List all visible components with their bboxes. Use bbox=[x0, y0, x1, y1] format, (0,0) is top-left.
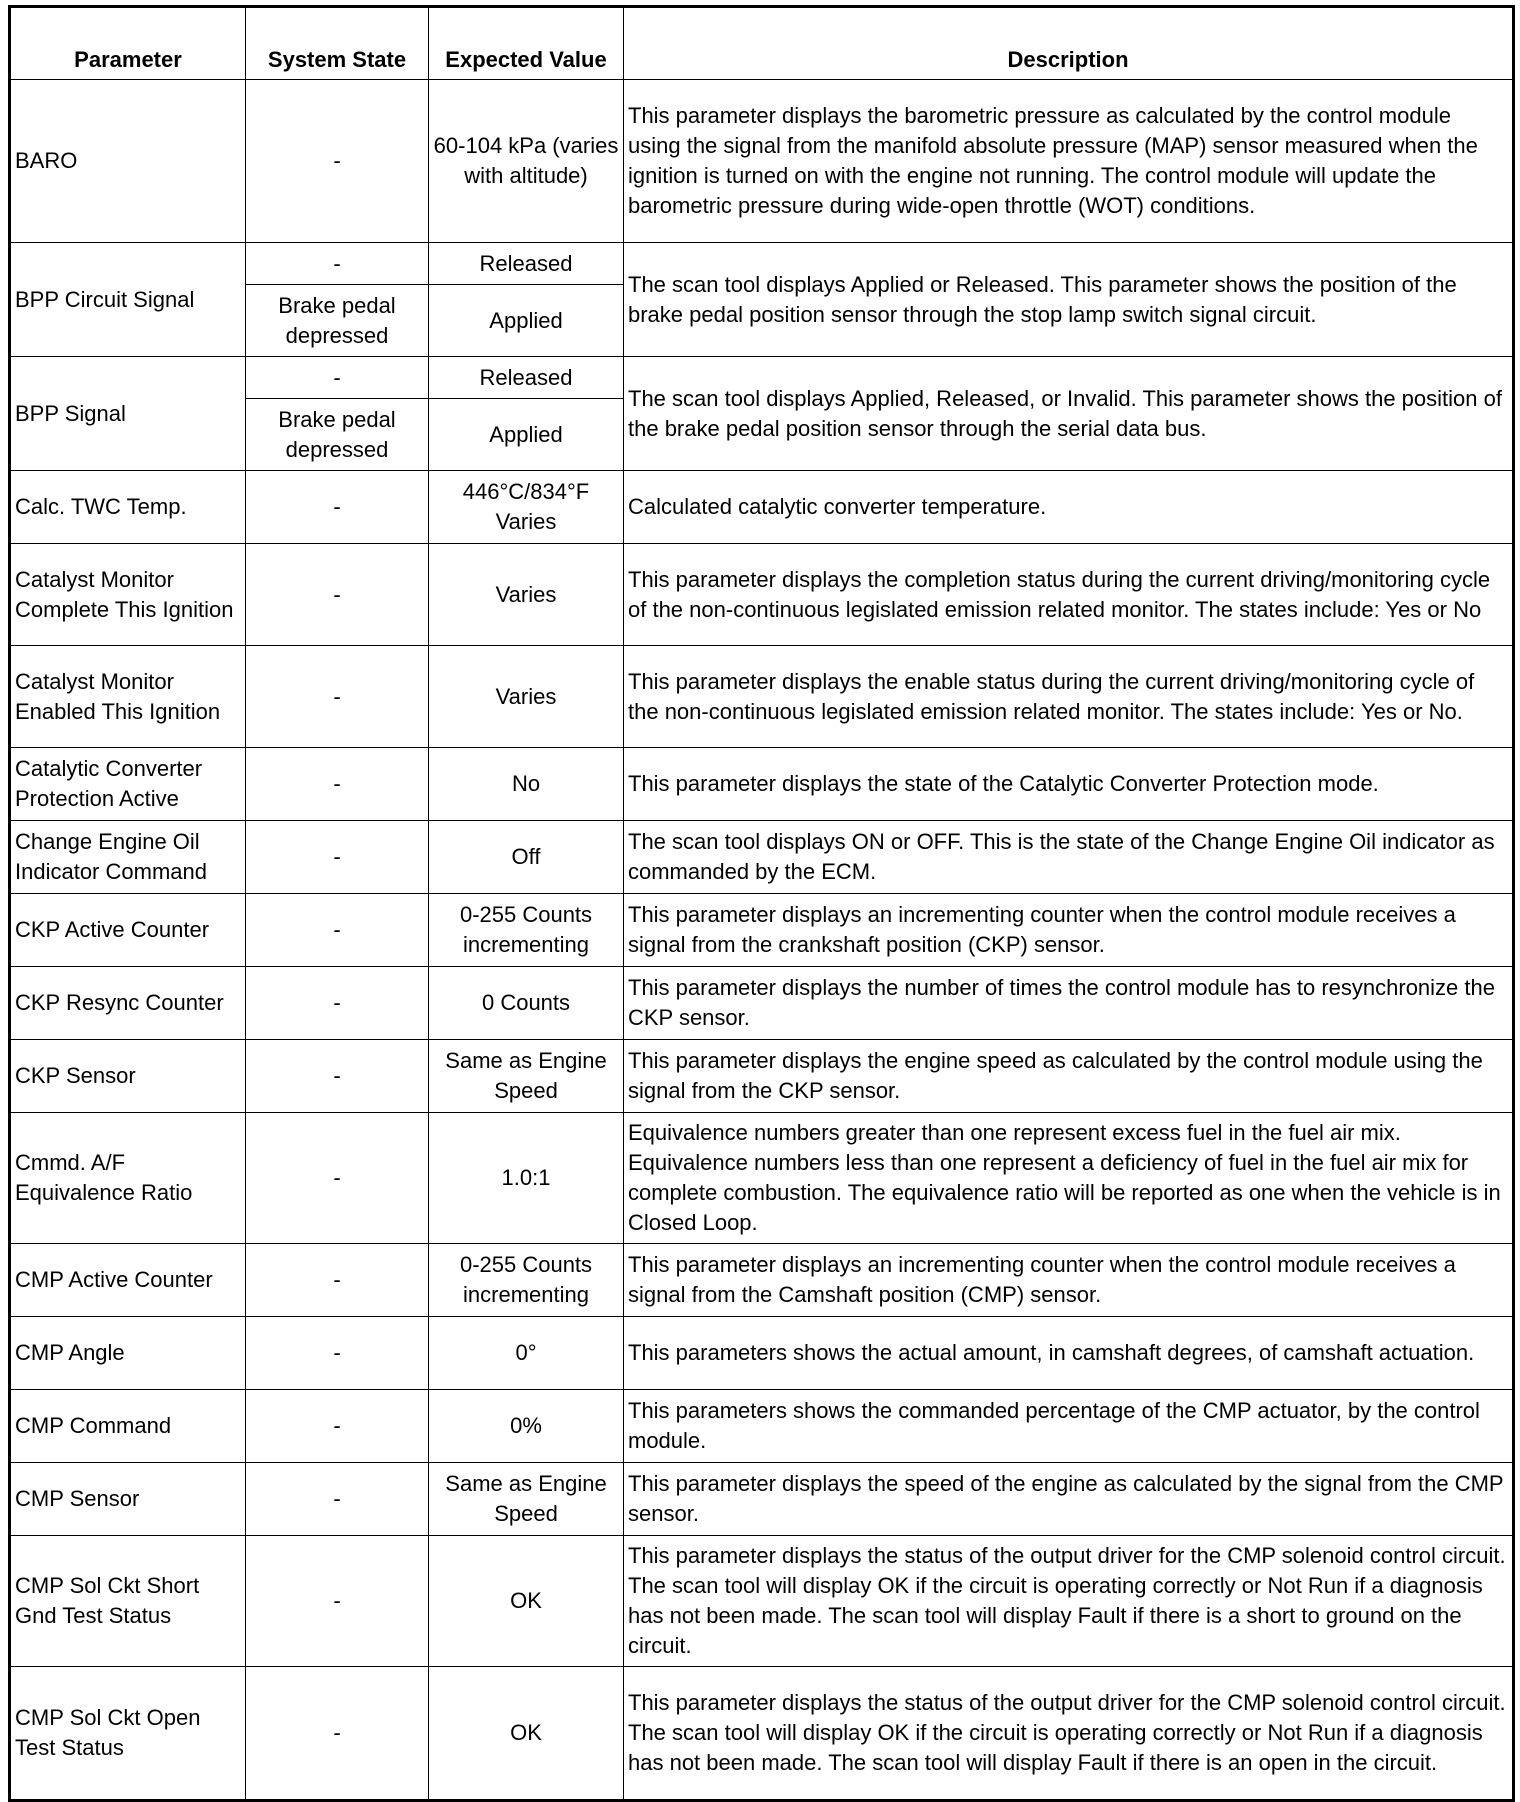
description-cell: Equivalence numbers greater than one represent excess fuel in the fuel air mix. Equivalence numbers less than one represent a deficiency of fuel in the fuel air mix for complete combustion. The equivalence ratio will be reported as one when the vehicle is in Closed Loop. bbox=[624, 1113, 1514, 1244]
system-state-cell: - bbox=[246, 544, 429, 646]
expected-value-cell: No bbox=[429, 748, 624, 821]
parameter-cell: Change Engine Oil Indicator Command bbox=[10, 821, 246, 894]
expected-value-cell: Varies bbox=[429, 646, 624, 748]
header-system-state: System State bbox=[246, 7, 429, 80]
system-state-cell: - bbox=[246, 243, 429, 285]
table-row bbox=[10, 471, 1514, 544]
description-cell: This parameters shows the actual amount, in camshaft degrees, of camshaft actuation. bbox=[624, 1317, 1514, 1390]
table-row bbox=[10, 544, 1514, 646]
system-state-cell: - bbox=[246, 1536, 429, 1667]
system-state-cell: - bbox=[246, 1317, 429, 1390]
description-cell: This parameter displays an incrementing counter when the control module receives a signal from the crankshaft position (CKP) sensor. bbox=[624, 894, 1514, 967]
description-cell: This parameters shows the commanded percentage of the CMP actuator, by the control module. bbox=[624, 1390, 1514, 1463]
parameter-table bbox=[8, 5, 1515, 1802]
parameter-cell: CKP Resync Counter bbox=[10, 967, 246, 1040]
table-row bbox=[10, 1390, 1514, 1463]
expected-value-cell: 60-104 kPa (varies with altitude) bbox=[429, 80, 624, 243]
system-state-cell: - bbox=[246, 821, 429, 894]
description-cell: This parameter displays the engine speed as calculated by the control module using the signal from the CKP sensor. bbox=[624, 1040, 1514, 1113]
parameter-cell: CMP Command bbox=[10, 1390, 246, 1463]
parameter-cell: Calc. TWC Temp. bbox=[10, 471, 246, 544]
expected-value-cell: Varies bbox=[429, 544, 624, 646]
table-row bbox=[10, 967, 1514, 1040]
table-row bbox=[10, 1536, 1514, 1667]
expected-value-cell: 0° bbox=[429, 1317, 624, 1390]
expected-value-cell: Applied bbox=[429, 399, 624, 471]
header-row bbox=[10, 7, 1514, 80]
parameter-cell: BARO bbox=[10, 80, 246, 243]
table-row bbox=[10, 894, 1514, 967]
parameter-cell: Cmmd. A/F Equivalence Ratio bbox=[10, 1113, 246, 1244]
expected-value-cell: Same as Engine Speed bbox=[429, 1463, 624, 1536]
parameter-cell: CMP Sensor bbox=[10, 1463, 246, 1536]
expected-value-cell: 0-255 Counts incrementing bbox=[429, 1244, 624, 1317]
system-state-cell: - bbox=[246, 894, 429, 967]
description-cell: Calculated catalytic converter temperature. bbox=[624, 471, 1514, 544]
parameter-table-container bbox=[8, 5, 1512, 1802]
description-cell: This parameter displays an incrementing counter when the control module receives a signal from the Camshaft position (CMP) sensor. bbox=[624, 1244, 1514, 1317]
description-cell: This parameter displays the barometric pressure as calculated by the control module using the signal from the manifold absolute pressure (MAP) sensor measured when the ignition is turned on with the engine not running. The control module will update the barometric pressure during wide-open throttle (WOT) conditions. bbox=[624, 80, 1514, 243]
header-expected-value: Expected Value bbox=[429, 7, 624, 80]
header-description: Description bbox=[624, 7, 1514, 80]
expected-value-cell: 446°C/834°F Varies bbox=[429, 471, 624, 544]
system-state-cell: - bbox=[246, 1390, 429, 1463]
parameter-cell: CKP Sensor bbox=[10, 1040, 246, 1113]
description-cell: The scan tool displays ON or OFF. This is the state of the Change Engine Oil indicator as commanded by the ECM. bbox=[624, 821, 1514, 894]
description-cell: This parameter displays the speed of the engine as calculated by the signal from the CMP sensor. bbox=[624, 1463, 1514, 1536]
expected-value-cell: 0-255 Counts incrementing bbox=[429, 894, 624, 967]
system-state-cell: - bbox=[246, 1667, 429, 1801]
parameter-cell: BPP Signal bbox=[10, 357, 246, 471]
header-parameter: Parameter bbox=[10, 7, 246, 80]
system-state-cell: Brake pedal depressed bbox=[246, 399, 429, 471]
description-cell: This parameter displays the enable status during the current driving/monitoring cycle of the non-continuous legislated emission related monitor. The states include: Yes or No. bbox=[624, 646, 1514, 748]
description-cell: This parameter displays the state of the Catalytic Converter Protection mode. bbox=[624, 748, 1514, 821]
expected-value-cell: 1.0:1 bbox=[429, 1113, 624, 1244]
table-row bbox=[10, 1317, 1514, 1390]
description-cell: The scan tool displays Applied or Released. This parameter shows the position of the brake pedal position sensor through the stop lamp switch signal circuit. bbox=[624, 243, 1514, 357]
expected-value-cell: Released bbox=[429, 243, 624, 285]
system-state-cell: - bbox=[246, 1113, 429, 1244]
table-row bbox=[10, 243, 1514, 285]
parameter-cell: Catalyst Monitor Enabled This Ignition bbox=[10, 646, 246, 748]
expected-value-cell: 0% bbox=[429, 1390, 624, 1463]
parameter-cell: CKP Active Counter bbox=[10, 894, 246, 967]
parameter-cell: CMP Active Counter bbox=[10, 1244, 246, 1317]
expected-value-cell: Released bbox=[429, 357, 624, 399]
system-state-cell: - bbox=[246, 471, 429, 544]
description-cell: This parameter displays the number of times the control module has to resynchronize the CKP sensor. bbox=[624, 967, 1514, 1040]
table-row bbox=[10, 748, 1514, 821]
system-state-cell: - bbox=[246, 967, 429, 1040]
expected-value-cell: Same as Engine Speed bbox=[429, 1040, 624, 1113]
parameter-cell: BPP Circuit Signal bbox=[10, 243, 246, 357]
description-cell: This parameter displays the status of the output driver for the CMP solenoid control circuit. The scan tool will display OK if the circuit is operating correctly or Not Run if a diagnosis has not been made. The scan tool will display Fault if there is a short to ground on the circuit. bbox=[624, 1536, 1514, 1667]
system-state-cell: - bbox=[246, 1463, 429, 1536]
parameter-cell: Catalytic Converter Protection Active bbox=[10, 748, 246, 821]
expected-value-cell: 0 Counts bbox=[429, 967, 624, 1040]
expected-value-cell: OK bbox=[429, 1667, 624, 1801]
table-row bbox=[10, 1667, 1514, 1801]
description-cell: This parameter displays the completion status during the current driving/monitoring cycle of the non-continuous legislated emission related monitor. The states include: Yes or No bbox=[624, 544, 1514, 646]
table-row bbox=[10, 1463, 1514, 1536]
table-row bbox=[10, 821, 1514, 894]
parameter-cell: Catalyst Monitor Complete This Ignition bbox=[10, 544, 246, 646]
table-row bbox=[10, 646, 1514, 748]
expected-value-cell: Off bbox=[429, 821, 624, 894]
table-row bbox=[10, 1113, 1514, 1244]
table-row bbox=[10, 80, 1514, 243]
table-row bbox=[10, 1244, 1514, 1317]
expected-value-cell: Applied bbox=[429, 285, 624, 357]
system-state-cell: - bbox=[246, 80, 429, 243]
table-row bbox=[10, 1040, 1514, 1113]
parameter-cell: CMP Sol Ckt Short Gnd Test Status bbox=[10, 1536, 246, 1667]
system-state-cell: - bbox=[246, 646, 429, 748]
expected-value-cell: OK bbox=[429, 1536, 624, 1667]
system-state-cell: - bbox=[246, 1040, 429, 1113]
table-row bbox=[10, 357, 1514, 399]
system-state-cell: - bbox=[246, 1244, 429, 1317]
description-cell: This parameter displays the status of the output driver for the CMP solenoid control circuit. The scan tool will display OK if the circuit is operating correctly or Not Run if a diagnosis has not been made. The scan tool will display Fault if there is an open in the circuit. bbox=[624, 1667, 1514, 1801]
description-cell: The scan tool displays Applied, Released, or Invalid. This parameter shows the position of the brake pedal position sensor through the serial data bus. bbox=[624, 357, 1514, 471]
system-state-cell: - bbox=[246, 748, 429, 821]
system-state-cell: - bbox=[246, 357, 429, 399]
parameter-cell: CMP Angle bbox=[10, 1317, 246, 1390]
parameter-cell: CMP Sol Ckt Open Test Status bbox=[10, 1667, 246, 1801]
system-state-cell: Brake pedal depressed bbox=[246, 285, 429, 357]
